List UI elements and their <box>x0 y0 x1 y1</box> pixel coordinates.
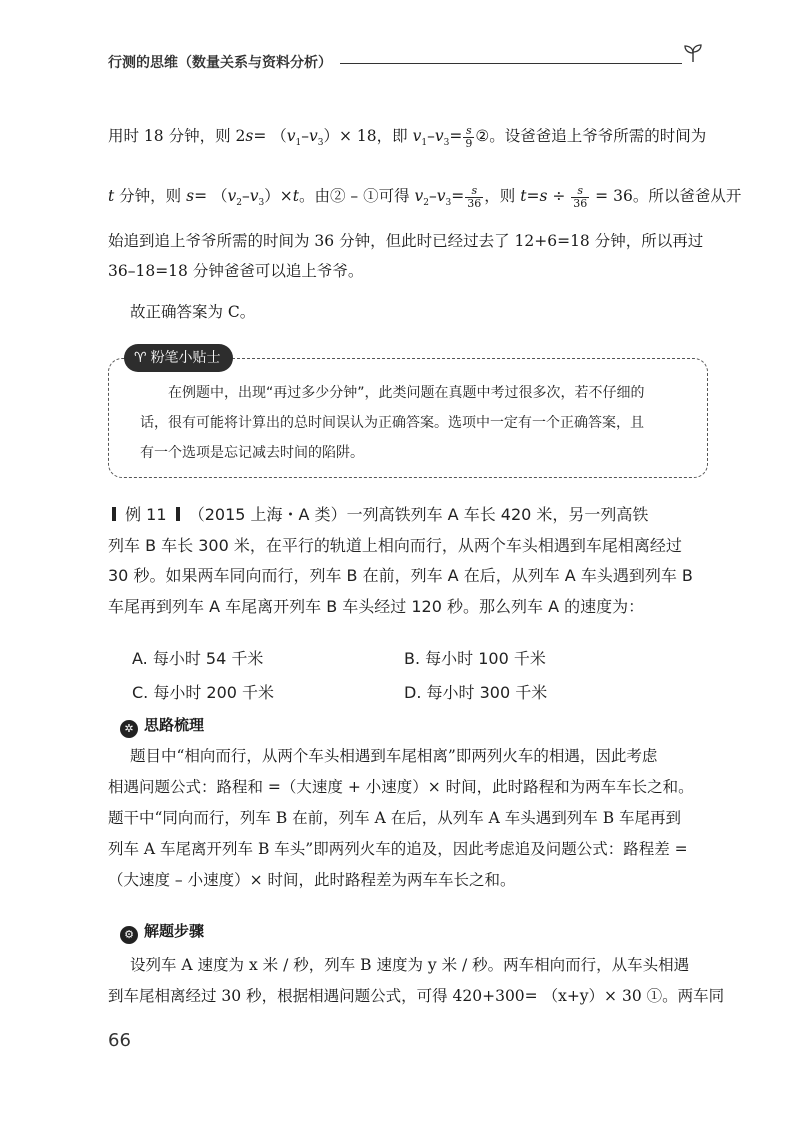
gear-icon: ✲ <box>120 720 138 738</box>
question-line-4: 车尾再到列车 A 车尾离开列车 B 车头经过 120 秒。那么列车 A 的速度为： <box>108 596 645 616</box>
solution-line-2: t 分钟，则 $s= (v_2-v_3)\times t$。由② – ①可得 $v_2-v_3=$ $\frac{s}{36}$ ，则 t=s ÷ $\frac{s}{36}$ = 36。所以爸爸从开 <box>108 183 742 210</box>
page-number: 66 <box>108 1030 131 1051</box>
thinking-body <box>108 741 708 896</box>
question-line-2: 列车 B 车长 300 米，在平行的轨道上相向而行，从两个车头相遇到车尾相离经过 <box>108 535 682 555</box>
thinking-line-4: 列车 A 车尾离开列车 B 车头”即两列火车的追及，因此考虑追及问题公式：路程差 = <box>108 840 688 858</box>
question-line-1: 例 11 （2015 上海・A 类）一列高铁列车 A 车长 420 米，另一列高铁 <box>108 500 708 531</box>
wrench-icon: ⚙ <box>120 926 138 944</box>
tip-line-3: 有一个选项是忘记减去时间的陷阱。 <box>140 445 364 461</box>
bracket-bar-left <box>112 507 116 521</box>
tip-line-2: 话，很有可能将计算出的总时间误认为正确答案。选项中一定有一个正确答案，且 <box>140 415 644 431</box>
solution-line-2-block <box>108 183 742 210</box>
header-rule <box>340 63 682 64</box>
running-header <box>108 48 708 78</box>
solution-line-3: 始追到追上爷爷所需的时间为 36 分钟，但此时已经过去了 12+6=18 分钟，所以再过 <box>108 232 704 250</box>
book-title: 行测的思维（数量关系与资料分析） <box>108 55 332 71</box>
thinking-line-3: 题干中“同向而行，列车 B 在前，列车 A 在后，从列车 A 车头遇到列车 B 车尾再到 <box>108 809 682 827</box>
tip-text <box>140 378 700 468</box>
thinking-line-1: 题目中“相向而行，从两个车头相遇到车尾相离”即两列火车的相遇，因此考虑 <box>130 747 658 765</box>
section-steps-heading: ⚙ 解题步骤 <box>120 920 204 944</box>
leaf-icon: ♈ <box>134 350 147 366</box>
tip-label: ♈ 粉笔小贴士 <box>124 344 233 372</box>
thinking-line-5: （大速度 – 小速度）× 时间，此时路程差为两车车长之和。 <box>108 871 516 889</box>
option-d: D. 每小时 300 千米 <box>404 683 548 702</box>
solution-line-1: 用时 18 分钟，则 $2s= (v_1-v_3)\times 18$，即 $v_1-v_3=$ $\frac{s}{9}$ ②。设爸爸追上爷爷所需的时间为 <box>108 123 707 150</box>
question-block <box>108 500 708 622</box>
steps-line-1: 设列车 A 速度为 x 米 / 秒，列车 B 速度为 y 米 / 秒。两车相向而行，从车头相遇 <box>130 956 690 974</box>
fraction-s-over-9: $\frac{s}{9}$ <box>465 123 473 150</box>
steps-line-2: 到车尾相离经过 30 秒，根据相遇问题公式，可得 420+300= （x+y）× 30 ①。两车同 <box>108 987 725 1005</box>
solution-line-3-block <box>108 229 706 253</box>
tip-line-1: 在例题中，出现“再过多少分钟”，此类问题在真题中考过很多次，若不仔细的 <box>168 385 645 401</box>
steps-body <box>108 950 725 1012</box>
question-number: 例 11 <box>125 505 167 524</box>
bracket-bar-right <box>176 507 180 521</box>
solution-line-4: 36–18=18 分钟爸爸可以追上爷爷。 <box>108 262 364 280</box>
thinking-line-2: 相遇问题公式：路程和 =（大速度 + 小速度）× 时间，此时路程和为两车车长之和。 <box>108 778 694 796</box>
option-c: C. 每小时 200 千米 <box>132 683 275 702</box>
fraction-s-over-36-b: $\frac{s}{36}$ <box>573 183 588 210</box>
option-a: A. 每小时 54 千米 <box>132 649 264 668</box>
sprout-icon <box>682 42 704 64</box>
section-thinking-heading: ✲ 思路梳理 <box>120 714 204 738</box>
answer-line-block <box>130 300 728 324</box>
fraction-s-over-36: $\frac{s}{36}$ <box>467 183 482 210</box>
solution-line-4-block <box>108 259 706 283</box>
answer-line: 故正确答案为 C。 <box>130 303 256 321</box>
option-b: B. 每小时 100 千米 <box>404 649 546 668</box>
solution-continued <box>108 124 706 148</box>
question-line-3: 30 秒。如果两车同向而行，列车 B 在前，列车 A 在后，从列车 A 车头遇到列车 B <box>108 566 693 585</box>
